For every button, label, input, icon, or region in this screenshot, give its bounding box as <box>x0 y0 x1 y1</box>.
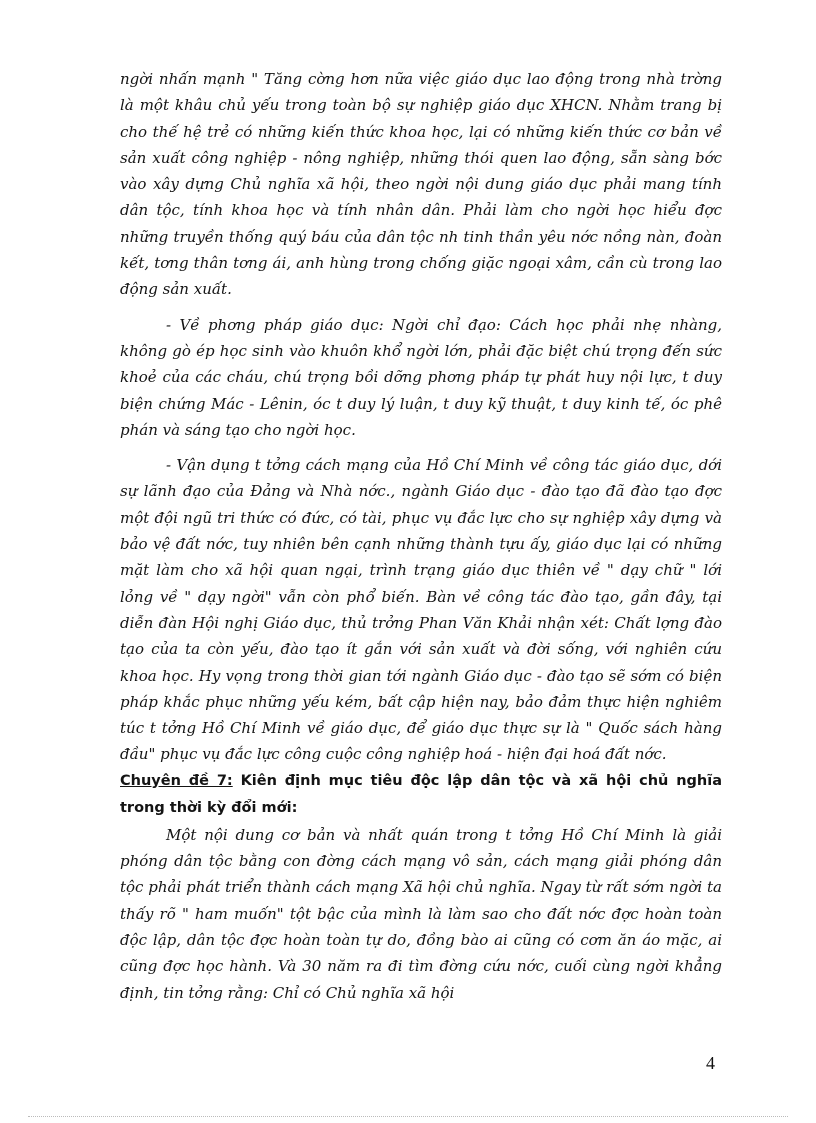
page-bottom-rule <box>28 1116 788 1117</box>
section-heading-label: Chuyên đề 7: <box>120 772 233 789</box>
paragraph-teaching-method: - Về phơng pháp giáo dục: Ngời chỉ đạo: Cách học phải nhẹ nhàng, không gò ép học sinh vào khuôn khổ ngời lớn, phải đặc biệt chú trọng đến sức khoẻ của các cháu, chú trọng bồi dỡng phơng pháp tự phát huy nội lực, t duy biện chứng Mác - Lênin, óc t duy lý luận, t duy kỹ thuật, t duy kinh tế, óc phê phán và sáng tạo cho ngời học. <box>120 315 722 439</box>
paragraph-applying-thought: - Vận dụng t tởng cách mạng của Hồ Chí Minh về công tác giáo dục, dới sự lãnh đạo của Đảng và Nhà nớc., ngành Giáo dục - đào tạo đã đào tạo đợc một đội ngũ tri thức có đức, có tài, phục vụ đắc lực cho sự nghiệp xây dựng và bảo vệ đất nớc, tuy nhiên bên cạnh những thành tựu ấy, giáo dục lại có những mặt làm cho xã hội quan ngại, trình trạng giáo dục thiên về " dạy chữ " lới lỏng về " dạy ngời" vẫn còn phổ biến. Bàn về công tác đào tạo, gần đây, tại diễn đàn Hội nghị Giáo dục, thủ trởng Phan Văn Khải nhận xét: Chất lợng đào tạo của ta còn yếu, đào tạo ít gắn với sản xuất và đời sống, với nghiên cứu khoa học. Hy vọng trong thời gian tới ngành Giáo dục - đào tạo sẽ sớm có biện pháp khắc phục những yếu kém, bất cập hiện nay, bảo đảm thực hiện nghiêm túc t tởng Hồ Chí Minh về giáo dục, để giáo dục thực sự là " Quốc sách hàng đầu" phục vụ đắc lực công cuộc công nghiệp hoá - hiện đại hoá đất nớc. <box>120 456 722 764</box>
paragraph-national-liberation: Một nội dung cơ bản và nhất quán trong t tởng Hồ Chí Minh là giải phóng dân tộc bằng con đờng cách mạng vô sản, cách mạng giải phóng dân tộc phải phát triển thành cách mạng Xã hội chủ nghĩa. Ngay từ rất sớm ngời ta thấy rõ " ham muốn" tột bậc của mình là làm sao cho đất nớc đợc hoàn toàn độc lập, dân tộc đợc hoàn toàn tự do, đồng bào ai cũng có cơm ăn áo mặc, ai cũng đợc học hành. Và 30 năm ra đi tìm đờng cứu nớc, cuối cùng ngời khẳng định, tin tởng rằng: Chỉ có Chủ nghĩa xã hội <box>120 825 722 1002</box>
paragraph-education-labor: ngời nhấn mạnh " Tăng cờng hơn nữa việc giáo dục lao động trong nhà trờng là một khâu chủ yếu trong toàn bộ sự nghiệp giáo dục XHCN. Nhằm trang bị cho thế hệ trẻ có những kiến thức khoa học, lại có những kiến thức cơ bản về sản xuất công nghiệp - nông nghiệp, những thói quen lao động, sẵn sàng bớc vào xây dựng Chủ nghĩa xã hội, theo ngời nội dung giáo dục phải mang tính dân tộc, tính khoa học và tính nhân dân. Phải làm cho ngời học hiểu đợc những truyền thống quý báu của dân tộc nh tinh thần yêu nớc nồng nàn, đoàn kết, tơng thân tơng ái, anh hùng trong chống giặc ngoại xâm, cần cù trong lao động sản xuất. <box>120 70 722 299</box>
page-number: 4 <box>706 1053 715 1073</box>
document-body <box>120 66 722 1006</box>
section-heading-title: Kiên định mục tiêu độc lập dân tộc và xã hội chủ nghĩa trong thời kỳ đổi mới: <box>120 772 723 816</box>
section-heading <box>120 768 722 822</box>
